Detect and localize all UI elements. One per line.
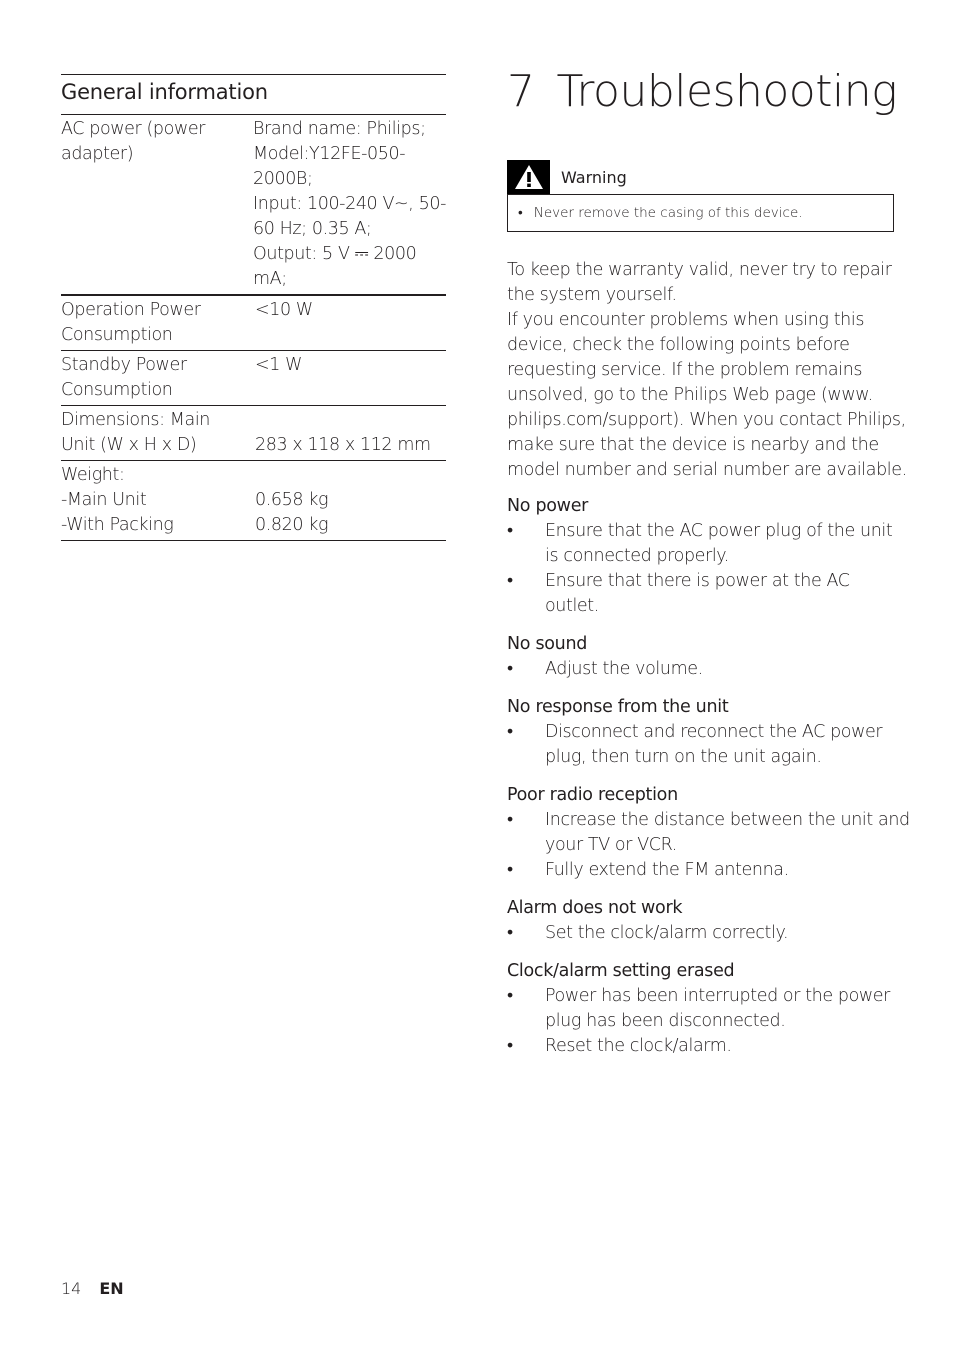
warning-text: Never remove the casing of this device. bbox=[533, 205, 803, 221]
solution-text bbox=[545, 808, 910, 858]
bullet-dot: • bbox=[507, 986, 513, 1006]
intro-line: the system yourself. bbox=[507, 285, 677, 305]
issue-title: Alarm does not work bbox=[507, 898, 683, 918]
solution-line: your TV or VCR. bbox=[545, 835, 677, 855]
spec-label-line: Unit (W x H x D) bbox=[61, 435, 197, 455]
solution-bullet bbox=[507, 1034, 897, 1059]
spec-value-line: <10 W bbox=[255, 300, 313, 320]
spec-row bbox=[61, 461, 446, 541]
intro-line: If you encounter problems when using this bbox=[507, 310, 865, 330]
issue-title: Poor radio reception bbox=[507, 785, 678, 805]
troubleshooting-item bbox=[507, 896, 897, 946]
bullet-dot: • bbox=[507, 571, 513, 591]
bullet-dot: • bbox=[507, 923, 513, 943]
solution-line: plug has been disconnected. bbox=[545, 1011, 786, 1031]
bullet-dot: • bbox=[507, 860, 513, 880]
spec-value-line bbox=[255, 408, 446, 433]
intro-line: unsolved, go to the Philips Web page (www. bbox=[507, 385, 873, 405]
language-code: EN bbox=[99, 1279, 124, 1298]
issue-title: Clock/alarm setting erased bbox=[507, 961, 735, 981]
spec-value-line bbox=[255, 463, 446, 488]
intro-line: device, check the following points before bbox=[507, 335, 850, 355]
solution-line: is connected properly. bbox=[545, 546, 729, 566]
solution-bullet bbox=[507, 519, 897, 569]
solution-line: Power has been interrupted or the power bbox=[545, 986, 890, 1006]
spec-row bbox=[61, 296, 446, 351]
solution-line: plug, then turn on the unit again. bbox=[545, 747, 822, 767]
spec-value-line: 0.658 kg bbox=[255, 490, 329, 510]
spec-label-line: Standby Power bbox=[61, 355, 187, 375]
warning-label: Warning bbox=[561, 167, 627, 187]
solution-bullet bbox=[507, 984, 897, 1034]
spec-value-line: 60 Hz; 0.35 A; bbox=[253, 219, 372, 239]
general-information-title: General information bbox=[61, 74, 446, 115]
solution-text bbox=[545, 858, 897, 883]
chapter-number: 7 bbox=[507, 66, 535, 117]
warning-body bbox=[507, 194, 894, 232]
spec-row bbox=[61, 115, 446, 296]
troubleshooting-section bbox=[507, 62, 907, 480]
general-information-section bbox=[61, 74, 446, 541]
spec-value-line: 2000B; bbox=[253, 169, 313, 189]
solution-text bbox=[545, 984, 897, 1034]
bullet-dot: • bbox=[507, 521, 513, 541]
issue-title: No sound bbox=[507, 634, 588, 654]
spec-value bbox=[255, 408, 446, 458]
spec-label-line: -With Packing bbox=[61, 515, 174, 535]
solution-line: Increase the distance between the unit and bbox=[545, 810, 910, 830]
solution-text bbox=[545, 569, 897, 619]
solution-text bbox=[545, 1034, 897, 1059]
warning-box bbox=[507, 160, 894, 232]
solution-text bbox=[545, 921, 897, 946]
spec-value bbox=[253, 117, 446, 292]
spec-value-line: 283 x 118 x 112 mm bbox=[255, 435, 431, 455]
spec-value-line: mA; bbox=[253, 269, 287, 289]
spec-row bbox=[61, 406, 446, 461]
spec-label-line: Consumption bbox=[61, 325, 173, 345]
chapter-heading bbox=[507, 62, 897, 122]
solution-line: Adjust the volume. bbox=[545, 659, 703, 679]
solution-line: Reset the clock/alarm. bbox=[545, 1036, 732, 1056]
spec-label bbox=[61, 463, 255, 538]
bullet-dot: • bbox=[507, 722, 513, 742]
intro-line: philips.com/support). When you contact Philips, bbox=[507, 410, 906, 430]
spec-value-line: Input: 100-240 V~, 50- bbox=[253, 194, 446, 214]
spec-value bbox=[255, 353, 446, 403]
solution-text bbox=[545, 720, 897, 770]
solution-text bbox=[545, 657, 897, 682]
spec-label bbox=[61, 408, 255, 458]
solution-line: outlet. bbox=[545, 596, 599, 616]
spec-label-line: Dimensions: Main bbox=[61, 410, 210, 430]
spec-value-line: Output: 5 V ⎓ 2000 bbox=[253, 244, 417, 264]
intro-line: make sure that the device is nearby and the bbox=[507, 435, 879, 455]
spec-label-line: Operation Power bbox=[61, 300, 201, 320]
spec-value-line: Brand name: Philips; bbox=[253, 119, 426, 139]
solution-line: Disconnect and reconnect the AC power bbox=[545, 722, 883, 742]
warning-header bbox=[507, 160, 894, 194]
solution-bullet bbox=[507, 569, 897, 619]
spec-value bbox=[255, 298, 446, 348]
solution-line: Set the clock/alarm correctly. bbox=[545, 923, 789, 943]
solution-bullet bbox=[507, 720, 897, 770]
intro-line: To keep the warranty valid, never try to repair bbox=[507, 260, 892, 280]
troubleshooting-item bbox=[507, 494, 897, 619]
solution-bullet bbox=[507, 657, 897, 682]
issue-title: No power bbox=[507, 496, 589, 516]
warning-triangle-icon bbox=[507, 160, 550, 194]
bullet-dot: • bbox=[507, 659, 513, 679]
spec-label-line: adapter) bbox=[61, 144, 134, 164]
bullet-dot: • bbox=[507, 1036, 513, 1056]
intro-line: requesting service. If the problem remains bbox=[507, 360, 863, 380]
solution-bullet bbox=[507, 858, 897, 883]
spec-label bbox=[61, 117, 253, 292]
troubleshooting-items bbox=[507, 494, 910, 1072]
solution-line: Ensure that there is power at the AC bbox=[545, 571, 850, 591]
chapter-title: Troubleshooting bbox=[556, 66, 897, 117]
troubleshooting-item bbox=[507, 783, 910, 883]
solution-line: Ensure that the AC power plug of the unit bbox=[545, 521, 893, 541]
issue-title: No response from the unit bbox=[507, 697, 729, 717]
spec-value-line: 0.820 kg bbox=[255, 515, 329, 535]
spec-label-line: Weight: bbox=[61, 465, 125, 485]
spec-label bbox=[61, 298, 255, 348]
spec-value-line: Model:Y12FE-050- bbox=[253, 144, 406, 164]
bullet-dot: • bbox=[507, 810, 513, 830]
spec-label-line: Consumption bbox=[61, 380, 173, 400]
page-number: 14 bbox=[61, 1279, 82, 1298]
intro-paragraph bbox=[507, 258, 907, 483]
spec-value bbox=[255, 463, 446, 538]
spec-value-line: <1 W bbox=[255, 355, 303, 375]
solution-text bbox=[545, 519, 897, 569]
spec-table bbox=[61, 115, 446, 541]
troubleshooting-item bbox=[507, 632, 897, 682]
troubleshooting-item bbox=[507, 959, 897, 1059]
page-footer bbox=[61, 1279, 124, 1298]
solution-line: Fully extend the FM antenna. bbox=[545, 860, 789, 880]
troubleshooting-item bbox=[507, 695, 897, 770]
solution-bullet bbox=[507, 808, 910, 858]
spec-label-line: -Main Unit bbox=[61, 490, 147, 510]
spec-label-line: AC power (power bbox=[61, 119, 206, 139]
solution-bullet bbox=[507, 921, 897, 946]
spec-label bbox=[61, 353, 255, 403]
spec-row bbox=[61, 351, 446, 406]
warning-bullet: • bbox=[518, 205, 523, 221]
intro-line: model number and serial number are available. bbox=[507, 460, 907, 480]
